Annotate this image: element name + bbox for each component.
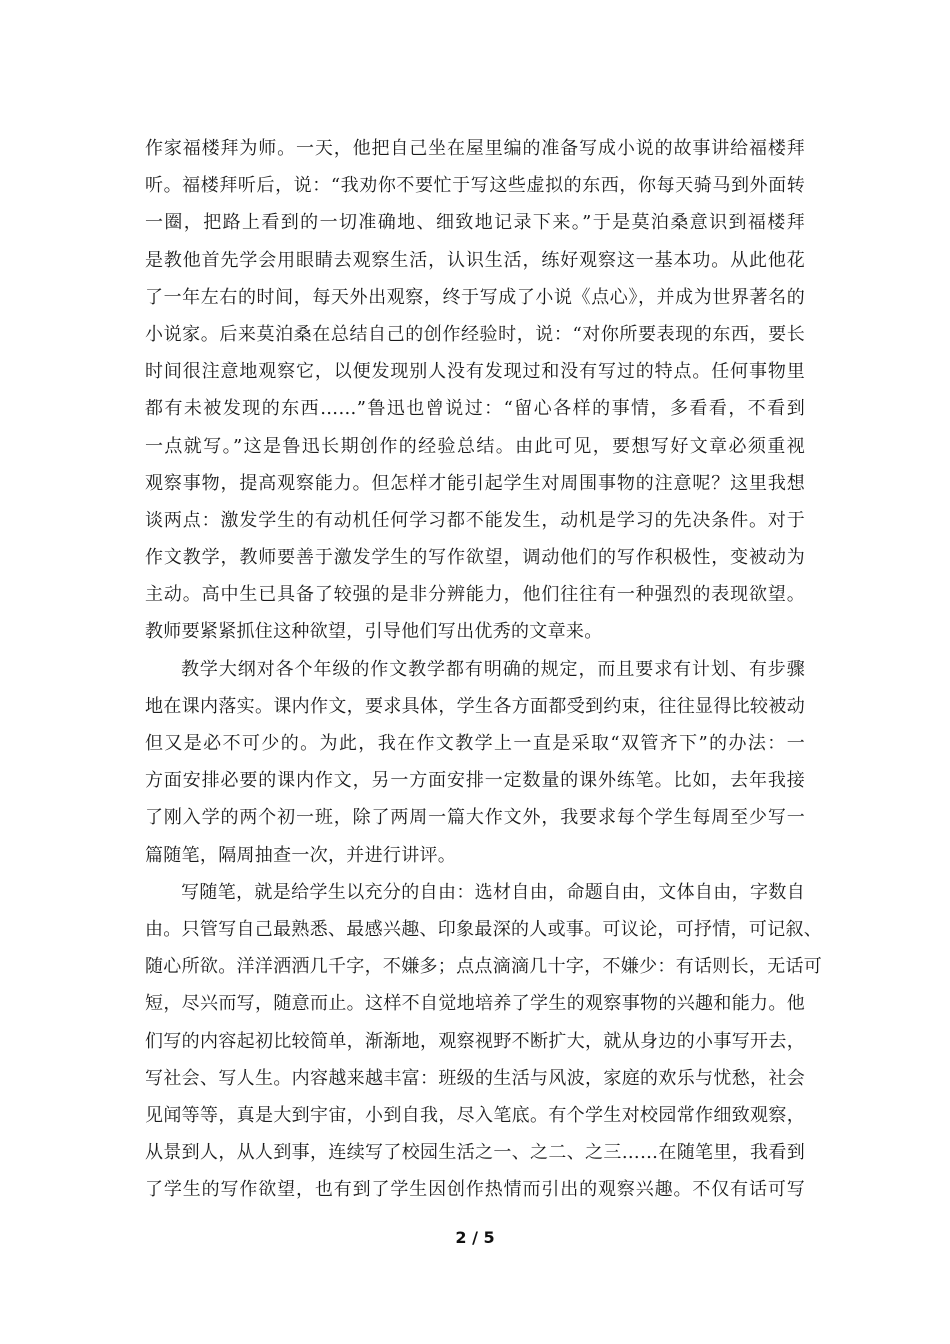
text-line: 了刚入学的两个初一班，除了两周一篇大作文外，我要求每个学生每周至少写一 — [145, 807, 805, 829]
text-line: 随心所欲。洋洋洒洒几千字，不嫌多；点点滴滴几十字，不嫌少：有话则长，无话可 — [145, 956, 823, 978]
page-number: 2 / 5 — [455, 1228, 495, 1247]
text-line: 短，尽兴而写，随意而止。这样不自觉地培养了学生的观察事物的兴趣和能力。他 — [145, 993, 805, 1015]
text-line: 主动。高中生已具备了较强的是非分辨能力，他们往往有一种强烈的表现欲望。 — [145, 584, 805, 606]
paragraph — [145, 874, 823, 1209]
text-line: 们写的内容起初比较简单，渐渐地，观察视野不断扩大，就从身边的小事写开去， — [145, 1030, 805, 1052]
text-line: 一点就写。”这是鲁迅长期创作的经验总结。由此可见，要想写好文章必须重视 — [145, 435, 805, 457]
text-line: 方面安排必要的课内作文，另一方面安排一定数量的课外练笔。比如，去年我接 — [145, 770, 805, 792]
text-line: 谈两点：激发学生的有动机任何学习都不能发生，动机是学习的先决条件。对于 — [145, 509, 805, 531]
text-line: 教学大纲对各个年级的作文教学都有明确的规定，而且要求有计划、有步骤 — [181, 658, 805, 680]
text-line: 作文教学，教师要善于激发学生的写作欲望，调动他们的写作积极性，变被动为 — [145, 547, 805, 569]
paragraph — [145, 651, 805, 874]
text-line: 见闻等等，真是大到宇宙，小到自我，尽入笔底。有个学生对校园常作细致观察， — [145, 1104, 805, 1126]
text-line: 时间很注意地观察它，以便发现别人没有发现过和没有写过的特点。任何事物里 — [145, 361, 805, 383]
document-body — [145, 130, 823, 1208]
text-line: 地在课内落实。课内作文，要求具体，学生各方面都受到约束，往往显得比较被动 — [145, 695, 805, 717]
text-line: 是教他首先学会用眼睛去观察生活，认识生活，练好观察这一基本功。从此他花 — [145, 249, 805, 271]
text-line: 写社会、写人生。内容越来越丰富：班级的生活与风波，家庭的欢乐与忧愁，社会 — [145, 1067, 805, 1089]
text-line: 但又是必不可少的。为此，我在作文教学上一直是采取“双管齐下”的办法：一 — [145, 733, 805, 754]
text-line: 从景到人，从人到事，连续写了校园生活之一、之二、之三……在随笔里，我看到 — [145, 1142, 805, 1164]
text-line: 由。只管写自己最熟悉、最感兴趣、印象最深的人或事。可议论，可抒情，可记叙、 — [145, 918, 823, 940]
paragraph — [145, 130, 805, 651]
text-line: 一圈，把路上看到的一切准确地、细致地记录下来。”于是莫泊桑意识到福楼拜 — [145, 212, 805, 234]
text-line: 篇随笔，隔周抽查一次，并进行讲评。 — [145, 844, 457, 866]
text-line: 了学生的写作欲望，也有到了学生因创作热情而引出的观察兴趣。不仅有话可写 — [145, 1179, 805, 1201]
text-line: 教师要紧紧抓住这种欲望，引导他们写出优秀的文章来。 — [145, 621, 603, 643]
text-line: 都有未被发现的东西……”鲁迅也曾说过：“留心各样的事情，多看看，不看到 — [145, 398, 805, 420]
text-line: 小说家。后来莫泊桑在总结自己的创作经验时，说：“对你所要表现的东西，要长 — [145, 323, 805, 345]
text-line: 作家福楼拜为师。一天，他把自己坐在屋里编的准备写成小说的故事讲给福楼拜 — [145, 138, 805, 159]
text-line: 了一年左右的时间，每天外出观察，终于写成了小说《点心》，并成为世界著名的 — [145, 286, 805, 308]
text-line: 写随笔，就是给学生以充分的自由：选材自由，命题自由，文体自由，字数自 — [181, 881, 805, 903]
text-line: 听。福楼拜听后，说：“我劝你不要忙于写这些虚拟的东西，你每天骑马到外面转 — [145, 175, 805, 197]
text-line: 观察事物，提高观察能力。但怎样才能引起学生对周围事物的注意呢？这里我想 — [145, 472, 805, 494]
